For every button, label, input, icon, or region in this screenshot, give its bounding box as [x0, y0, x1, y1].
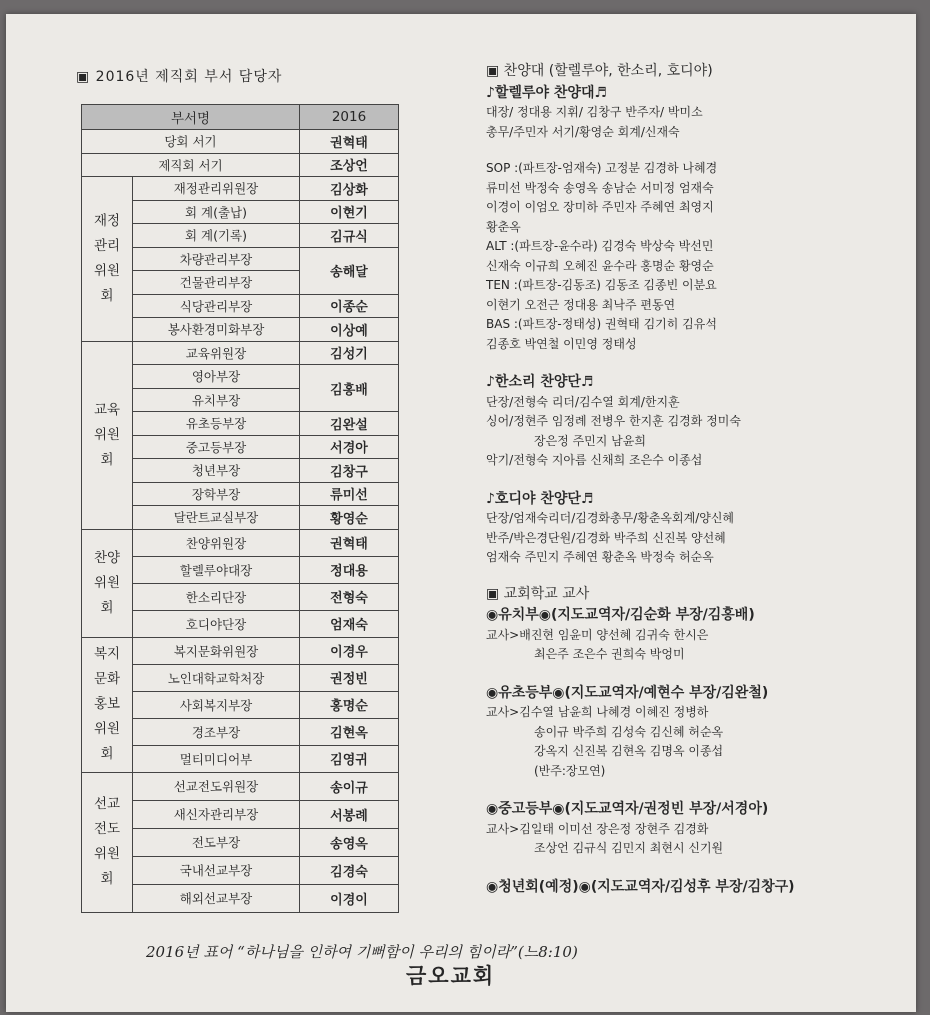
member-line: 엄재숙 주민지 주혜연 황춘옥 박정숙 허순옥	[486, 550, 714, 564]
person-cell: 송해달	[300, 247, 399, 294]
person-cell: 이경우	[300, 637, 399, 664]
person-cell: 이종순	[300, 294, 399, 318]
choir-and-teachers-list	[486, 62, 906, 897]
person-cell: 김현옥	[300, 718, 399, 745]
member-line: 류미선 박정숙 송영옥 송남순 서미정 엄재숙	[486, 180, 714, 195]
spacer	[486, 354, 906, 371]
member-line: 총무/주민자 서기/황영순 회계/신재숙	[486, 124, 680, 139]
spacer	[486, 665, 906, 682]
person-cell: 김상화	[300, 177, 399, 201]
spacer	[486, 568, 906, 585]
person-cell: 황영순	[300, 506, 399, 530]
dept-cell: 차량관리부장	[133, 247, 300, 271]
subsection-heading: ◉중고등부◉(지도교역자/권정빈 부장/서경아)	[486, 801, 769, 817]
person-cell: 서봉례	[300, 800, 399, 828]
person-cell: 김영귀	[300, 745, 399, 772]
dept-cell: 노인대학교학처장	[133, 664, 300, 691]
table-row	[82, 153, 399, 177]
subsection-heading: ♪할렐루야 찬양대♬	[486, 84, 608, 101]
subsection-heading: ♪호디야 찬양단♬	[486, 490, 594, 507]
person-cell: 이현기	[300, 200, 399, 224]
member-line: SOP :(파트장-엄재숙) 고정분 김경하 나혜경	[486, 161, 718, 175]
person-cell: 조상언	[300, 153, 399, 177]
dept-cell: 회 계(기록)	[133, 224, 300, 248]
dept-cell: 멀티미디어부	[133, 745, 300, 772]
member-line: 교사>배진현 임윤미 양선혜 김귀숙 한시은	[486, 627, 709, 642]
table-row	[82, 341, 399, 365]
member-line: 이현기 오전근 정대용 최낙주 편동연	[486, 297, 676, 312]
member-line: 교사>김일태 이미선 장은정 장현주 김경화	[486, 821, 709, 836]
person-cell: 김규식	[300, 224, 399, 248]
member-line: 악기/전형숙 지아름 신채희 조은수 이종섭	[486, 453, 703, 467]
dept-cell: 할렐루야대장	[133, 556, 300, 583]
subsection-heading: ◉유치부◉(지도교역자/김순화 부장/김홍배)	[486, 607, 755, 623]
committee-group-label: 복지 문화 홍보 위원 회	[82, 637, 133, 772]
person-cell: 권혁태	[300, 130, 399, 154]
dept-cell: 해외선교부장	[133, 884, 300, 912]
church-name: 금오교회	[406, 964, 496, 988]
spacer	[486, 781, 906, 798]
person-cell: 전형숙	[300, 583, 399, 610]
member-line: 김종호 박연철 이민영 정태성	[486, 336, 637, 351]
member-line: 단장/전형숙 리더/김수열 회계/한지훈	[486, 394, 680, 409]
spacer	[486, 142, 906, 159]
member-line: 이경이 이엄오 장미하 주민자 주혜연 최영지	[486, 200, 714, 214]
person-cell: 김성기	[300, 341, 399, 365]
table-row	[82, 529, 399, 556]
person-cell: 송영옥	[300, 828, 399, 856]
committee-group-label: 재정 관리 위원 회	[82, 177, 133, 342]
person-cell: 권혁태	[300, 529, 399, 556]
subsection-heading: ♪한소리 찬양단♬	[486, 374, 594, 390]
spacer	[486, 859, 906, 876]
committee-title: ▣ 2016년 제직회 부서 담당자	[76, 69, 283, 85]
person-cell: 권정빈	[300, 664, 399, 691]
dept-cell: 한소리단장	[133, 583, 300, 610]
person-cell: 김창구	[300, 459, 399, 483]
person-cell: 홍명순	[300, 691, 399, 718]
dept-cell: 찬양위원장	[133, 529, 300, 556]
dept-cell: 유초등부장	[133, 412, 300, 436]
dept-cell: 새신자관리부장	[133, 800, 300, 828]
dept-cell: 경조부장	[133, 718, 300, 745]
committee-group-label: 선교 전도 위원 회	[82, 772, 133, 912]
member-line: 반주/박은경단원/김경화 박주희 신진복 양선혜	[486, 530, 726, 545]
table-row	[82, 772, 399, 800]
member-line: 단장/엄재숙리더/김경화총무/황춘옥회계/양신혜	[486, 511, 735, 525]
spacer	[486, 471, 906, 488]
department-table	[81, 104, 399, 913]
table-row	[82, 177, 399, 201]
dept-cell: 재정관리위원장	[133, 177, 300, 201]
member-line: (반주:장모연)	[534, 763, 606, 778]
person-cell: 엄재숙	[300, 610, 399, 637]
dept-column-header: 부서명	[82, 105, 300, 130]
member-line: TEN :(파트장-김동조) 김동조 김종빈 이분요	[486, 278, 717, 292]
member-line: 최은주 조은수 권희숙 박엉미	[534, 647, 685, 661]
person-cell: 류미선	[300, 482, 399, 506]
table-row	[82, 637, 399, 664]
member-line: 신재숙 이규희 오혜진 윤수라 홍명순 황영순	[486, 258, 714, 273]
dept-cell: 달란트교실부장	[133, 506, 300, 530]
member-line: 강옥지 신진복 김현옥 김명옥 이종섭	[534, 744, 724, 758]
member-line: 송이규 박주희 김성숙 김신혜 허순옥	[534, 724, 724, 739]
member-line: 싱어/정현주 임정례 전병우 한지훈 김경화 정미숙	[486, 414, 741, 428]
year-motto: 2016년 표어 “하나님을 인하여 기뻐함이 우리의 힘이라”(느8:10)	[146, 943, 578, 961]
dept-cell: 전도부장	[133, 828, 300, 856]
member-line: 교사>김수열 남윤희 나혜경 이혜진 정병하	[486, 705, 709, 719]
dept-cell: 선교전도위원장	[133, 772, 300, 800]
document-page	[6, 14, 916, 1012]
person-cell: 정대용	[300, 556, 399, 583]
section-heading: ▣ 교회학교 교사	[486, 585, 590, 602]
dept-cell: 영아부장	[133, 365, 300, 389]
member-line: ALT :(파트장-윤수라) 김경숙 박상숙 박선민	[486, 239, 714, 253]
member-line: 대장/ 정대용 지휘/ 김창구 반주자/ 박미소	[486, 105, 703, 119]
dept-cell: 회 계(출납)	[133, 200, 300, 224]
member-line: 조상언 김규식 김민지 최현시 신기원	[534, 841, 724, 855]
dept-cell: 제직회 서기	[82, 153, 300, 177]
dept-cell: 복지문화위원장	[133, 637, 300, 664]
person-cell: 김경숙	[300, 856, 399, 884]
dept-cell: 건물관리부장	[133, 271, 300, 295]
committee-group-label: 교육 위원 회	[82, 341, 133, 529]
dept-cell: 청년부장	[133, 459, 300, 483]
member-line: 황춘옥	[486, 219, 521, 234]
dept-cell: 중고등부장	[133, 435, 300, 459]
person-cell: 김홍배	[300, 365, 399, 412]
dept-cell: 봉사환경미화부장	[133, 318, 300, 342]
person-cell: 서경아	[300, 435, 399, 459]
dept-cell: 식당관리부장	[133, 294, 300, 318]
year-column-header: 2016	[300, 105, 399, 130]
dept-cell: 호디야단장	[133, 610, 300, 637]
subsection-heading: ◉청년회(예정)◉(지도교역자/김성후 부장/김창구)	[486, 878, 795, 895]
person-cell: 이상예	[300, 318, 399, 342]
table-header-row	[82, 105, 399, 130]
subsection-heading: ◉유초등부◉(지도교역자/예현수 부장/김완철)	[486, 684, 769, 701]
committee-group-label: 찬양 위원 회	[82, 529, 133, 637]
dept-cell: 유치부장	[133, 388, 300, 412]
member-line: BAS :(파트장-정태성) 권혁태 김기히 김유석	[486, 317, 717, 331]
section-heading: ▣ 찬양대 (할렐루야, 한소리, 호디야)	[486, 63, 713, 79]
person-cell: 김완설	[300, 412, 399, 436]
person-cell: 송이규	[300, 772, 399, 800]
table-row	[82, 130, 399, 154]
dept-cell: 당회 서기	[82, 130, 300, 154]
dept-cell: 사회복지부장	[133, 691, 300, 718]
person-cell: 이경이	[300, 884, 399, 912]
dept-cell: 장학부장	[133, 482, 300, 506]
dept-cell: 교육위원장	[133, 341, 300, 365]
member-line: 장은정 주민지 남윤희	[534, 433, 646, 448]
dept-cell: 국내선교부장	[133, 856, 300, 884]
